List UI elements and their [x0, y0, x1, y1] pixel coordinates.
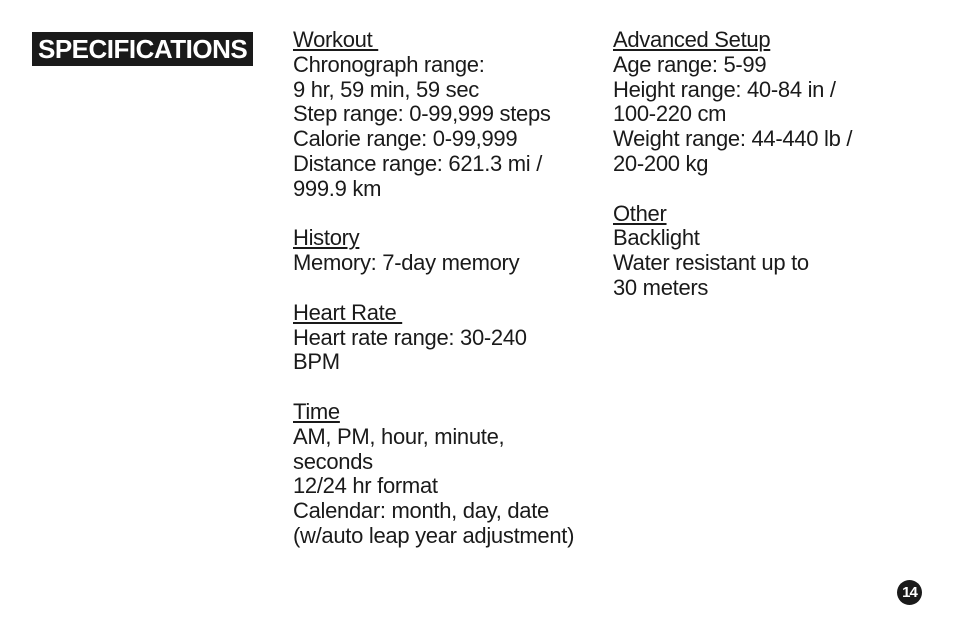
spec-line: AM, PM, hour, minute,	[293, 423, 505, 449]
page-title: SPECIFICATIONS	[32, 32, 253, 66]
spec-line: 100-220 cm	[613, 101, 727, 127]
spec-line: Height range: 40-84 in /	[613, 76, 836, 102]
spec-line: 30 meters	[613, 274, 709, 300]
section-heading: Advanced Setup	[613, 27, 771, 52]
spec-section-workout	[293, 28, 613, 202]
spec-line: seconds	[293, 448, 373, 474]
spec-line: 9 hr, 59 min, 59 sec	[293, 76, 479, 102]
specs-right-column	[613, 28, 913, 326]
specs-left-column	[293, 28, 613, 574]
section-heading: Workout	[293, 27, 379, 52]
section-heading: Heart Rate	[293, 299, 403, 325]
spec-section-advanced-setup	[613, 28, 913, 177]
spec-line: Backlight	[613, 225, 700, 251]
spec-section-time	[293, 400, 613, 549]
spec-section-other	[613, 202, 913, 301]
spec-line: Step range: 0-99,999 steps	[293, 101, 551, 127]
section-heading: Other	[613, 200, 667, 226]
spec-line: Water resistant up to	[613, 250, 809, 276]
section-heading: Time	[293, 398, 340, 424]
spec-section-heart-rate	[293, 301, 613, 375]
spec-line: 20-200 kg	[613, 150, 709, 176]
spec-section-history	[293, 226, 613, 276]
spec-line: Memory: 7-day memory	[293, 250, 520, 276]
spec-line: 12/24 hr format	[293, 473, 438, 499]
spec-line: Calendar: month, day, date	[293, 498, 549, 524]
spec-line: Weight range: 44-440 lb /	[613, 126, 853, 152]
spec-line: Distance range: 621.3 mi /	[293, 150, 543, 176]
page-number-badge: 14	[897, 580, 922, 605]
spec-line: Age range: 5-99	[613, 51, 767, 77]
spec-line: Calorie range: 0-99,999	[293, 126, 518, 152]
spec-line: Heart rate range: 30-240	[293, 324, 527, 350]
spec-line: BPM	[293, 349, 340, 375]
section-heading: History	[293, 225, 360, 251]
spec-line: (w/auto leap year adjustment)	[293, 522, 575, 548]
spec-line: Chronograph range:	[293, 51, 485, 77]
spec-line: 999.9 km	[293, 175, 382, 201]
